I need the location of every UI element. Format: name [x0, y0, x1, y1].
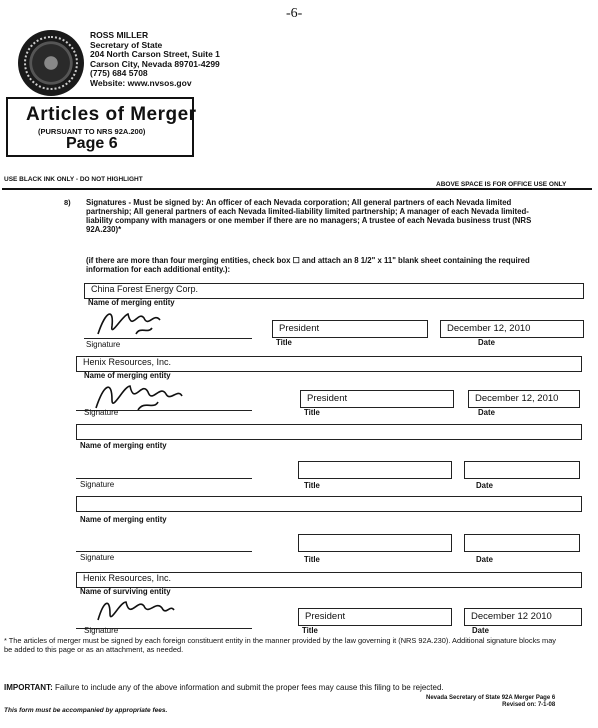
- form-title: Articles of Merger: [26, 104, 197, 125]
- merging-entity-4-name-field[interactable]: [76, 496, 582, 512]
- form-revision: Revised on: 7-1-08: [502, 702, 556, 708]
- merging-entity-4-label: Name of merging entity: [80, 515, 167, 524]
- signature-3-line[interactable]: [76, 478, 252, 479]
- signature-3-label: Signature: [80, 480, 115, 489]
- title-4-field[interactable]: [298, 534, 452, 552]
- title-3-field[interactable]: [298, 461, 452, 479]
- surviving-entity-name-field[interactable]: Henix Resources, Inc.: [76, 572, 582, 588]
- signature-1-line[interactable]: [84, 338, 252, 339]
- date-surviving-label: Date: [472, 626, 489, 635]
- signature-2-label: Signature: [84, 408, 119, 417]
- title-surviving-label: Title: [302, 626, 318, 635]
- title-2-label: Title: [304, 408, 320, 417]
- form-page: Page 6: [66, 135, 118, 152]
- state-seal-icon: [18, 30, 84, 96]
- title-2-field[interactable]: President: [300, 390, 454, 408]
- official-title: Secretary of State: [90, 39, 163, 50]
- additional-entities-note: (if there are more than four merging entities, check box ☐ and attach an 8 1/2" x 11" blank sheet containing the required information for each additional entity.):: [86, 256, 530, 274]
- website: Website: www.nvsos.gov: [90, 77, 192, 88]
- phone: (775) 684 5708: [90, 68, 148, 78]
- form-reference: [426, 695, 555, 709]
- signature-surviving-icon: [92, 590, 178, 630]
- date-4-field[interactable]: [464, 534, 580, 552]
- date-4-label: Date: [476, 555, 493, 564]
- official-name: ROSS MILLER: [90, 30, 149, 40]
- merging-entity-2-label: Name of merging entity: [84, 371, 171, 380]
- date-surviving-field[interactable]: December 12 2010: [464, 608, 582, 626]
- title-1-label: Title: [276, 338, 292, 347]
- title-surviving-field[interactable]: President: [298, 608, 452, 626]
- title-1-field[interactable]: President: [272, 320, 428, 338]
- address-line-1: 204 North Carson Street, Suite 1: [90, 49, 220, 59]
- section-number: 8): [64, 198, 71, 207]
- merging-entity-3-name-field[interactable]: [76, 424, 582, 440]
- office-use-note: ABOVE SPACE IS FOR OFFICE USE ONLY: [436, 181, 567, 188]
- form-reference-title: Nevada Secretary of State 92A Merger Page 6: [426, 695, 556, 701]
- footnote: * The articles of merger must be signed by each foreign constituent entity in the manner provided by the law governing it (NRS 92A.230). Additional signature blocks may be added to this page or as an attachment, as needed.: [4, 636, 556, 654]
- office-info: [90, 31, 220, 88]
- important-text: Failure to include any of the above information and submit the proper fees may cause this filing to be rejected.: [54, 683, 444, 692]
- fees-note: This form must be accompanied by appropriate fees.: [4, 707, 168, 714]
- ink-note: USE BLACK INK ONLY - DO NOT HIGHLIGHT: [4, 176, 143, 183]
- important-label: IMPORTANT:: [4, 683, 53, 692]
- signature-instructions: Signatures - Must be signed by: An officer of each Nevada corporation; All general partners of each Nevada limited partnership; All general partners of each Nevada limited-liability limited partnership; A manager of each Nevada limited-liability company with managers or one member if there are no managers; A trustee of each Nevada business trust (NRS 92A.230)*: [86, 198, 532, 234]
- signature-1-label: Signature: [86, 340, 121, 349]
- signature-4-line[interactable]: [76, 551, 252, 552]
- signature-surviving-label: Signature: [84, 626, 119, 635]
- date-2-label: Date: [478, 408, 495, 417]
- signature-4-label: Signature: [80, 553, 115, 562]
- address-line-2: Carson City, Nevada 89701-4299: [90, 58, 220, 69]
- date-1-field[interactable]: December 12, 2010: [440, 320, 584, 338]
- date-2-field[interactable]: December 12, 2010: [468, 390, 580, 408]
- important-notice: [4, 683, 444, 692]
- form-subtitle: (PURSUANT TO NRS 92A.200): [38, 127, 146, 136]
- date-1-label: Date: [478, 338, 495, 347]
- merging-entity-3-label: Name of merging entity: [80, 441, 167, 450]
- title-3-label: Title: [304, 481, 320, 490]
- merging-entity-2-name-field[interactable]: Henix Resources, Inc.: [76, 356, 582, 372]
- date-3-label: Date: [476, 481, 493, 490]
- merging-entity-1-label: Name of merging entity: [88, 298, 175, 307]
- surviving-entity-label: Name of surviving entity: [80, 587, 171, 596]
- title-4-label: Title: [304, 555, 320, 564]
- page-number: -6-: [286, 6, 303, 21]
- header-rule: [2, 188, 592, 190]
- merging-entity-1-name-field[interactable]: China Forest Energy Corp.: [84, 283, 584, 299]
- date-3-field[interactable]: [464, 461, 580, 479]
